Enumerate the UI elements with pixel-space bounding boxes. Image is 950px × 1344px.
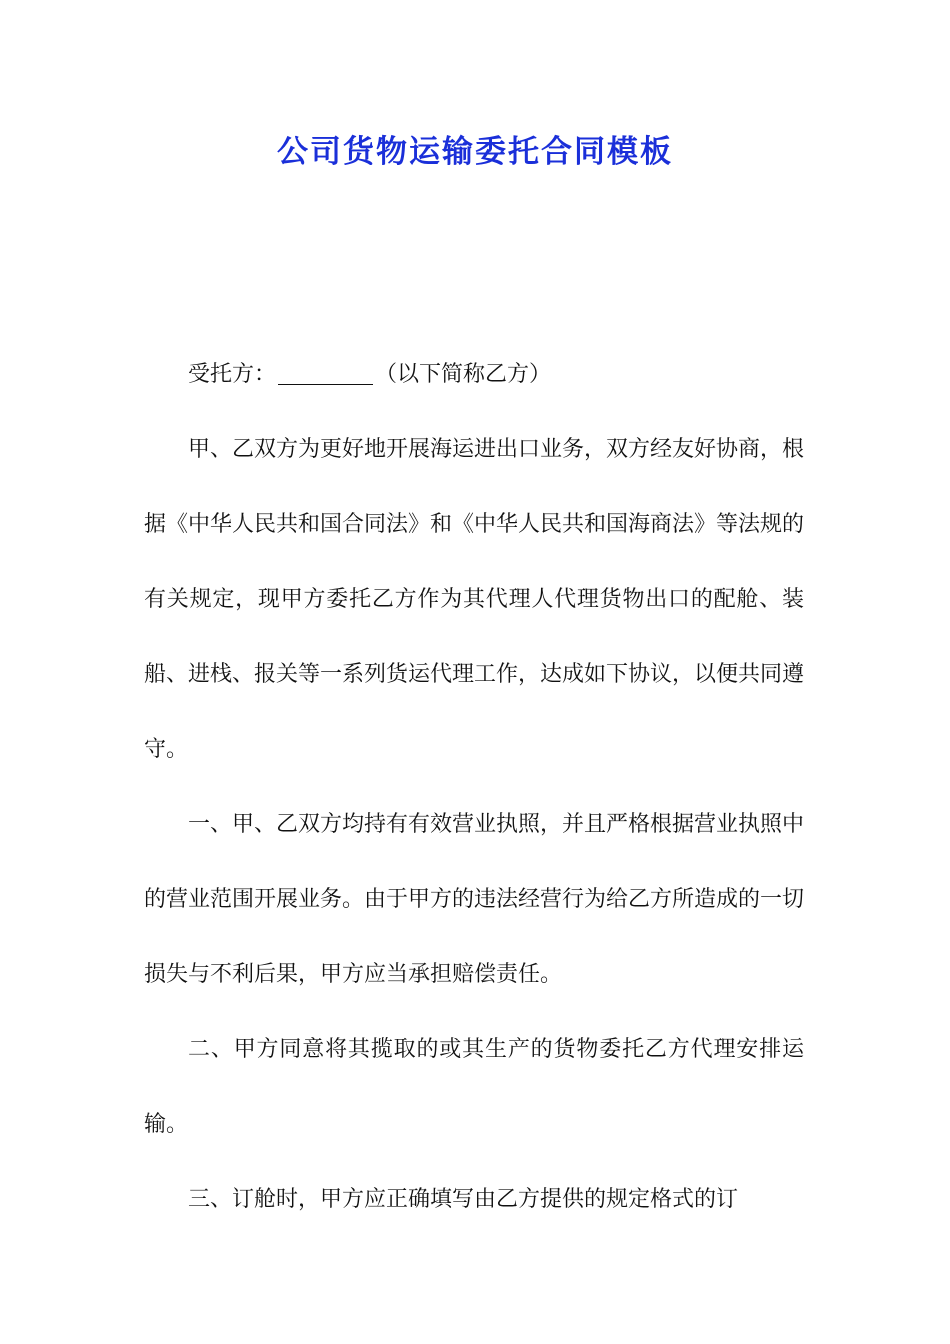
document-body — [144, 337, 804, 1237]
paragraph-intro: 甲、乙双方为更好地开展海运进出口业务，双方经友好协商，根据《中华人民共和国合同法》和《中华人民共和国海商法》等法规的有关规定，现甲方委托乙方作为其代理人代理货物出口的配舱、装船、进栈、报关等一系列货运代理工作，达成如下协议，以便共同遵守。 — [144, 437, 805, 762]
paragraph-clause-3: 三、订舱时，甲方应正确填写由乙方提供的规定格式的订 — [188, 1187, 739, 1212]
party-b-blank-field — [278, 362, 373, 385]
document-title: 公司货物运输委托合同模板 — [277, 134, 673, 170]
paragraph-clause-1: 一、甲、乙双方均持有有效营业执照，并且严格根据营业执照中的营业范围开展业务。由于甲方的违法经营行为给乙方所造成的一切损失与不利后果，甲方应当承担赔偿责任。 — [144, 812, 805, 987]
party-b-line — [144, 337, 804, 412]
party-b-suffix: （以下简称乙方） — [375, 362, 552, 387]
party-b-label: 受托方： — [188, 362, 277, 387]
paragraph-clause-2: 二、甲方同意将其揽取的或其生产的货物委托乙方代理安排运输。 — [144, 1037, 804, 1137]
